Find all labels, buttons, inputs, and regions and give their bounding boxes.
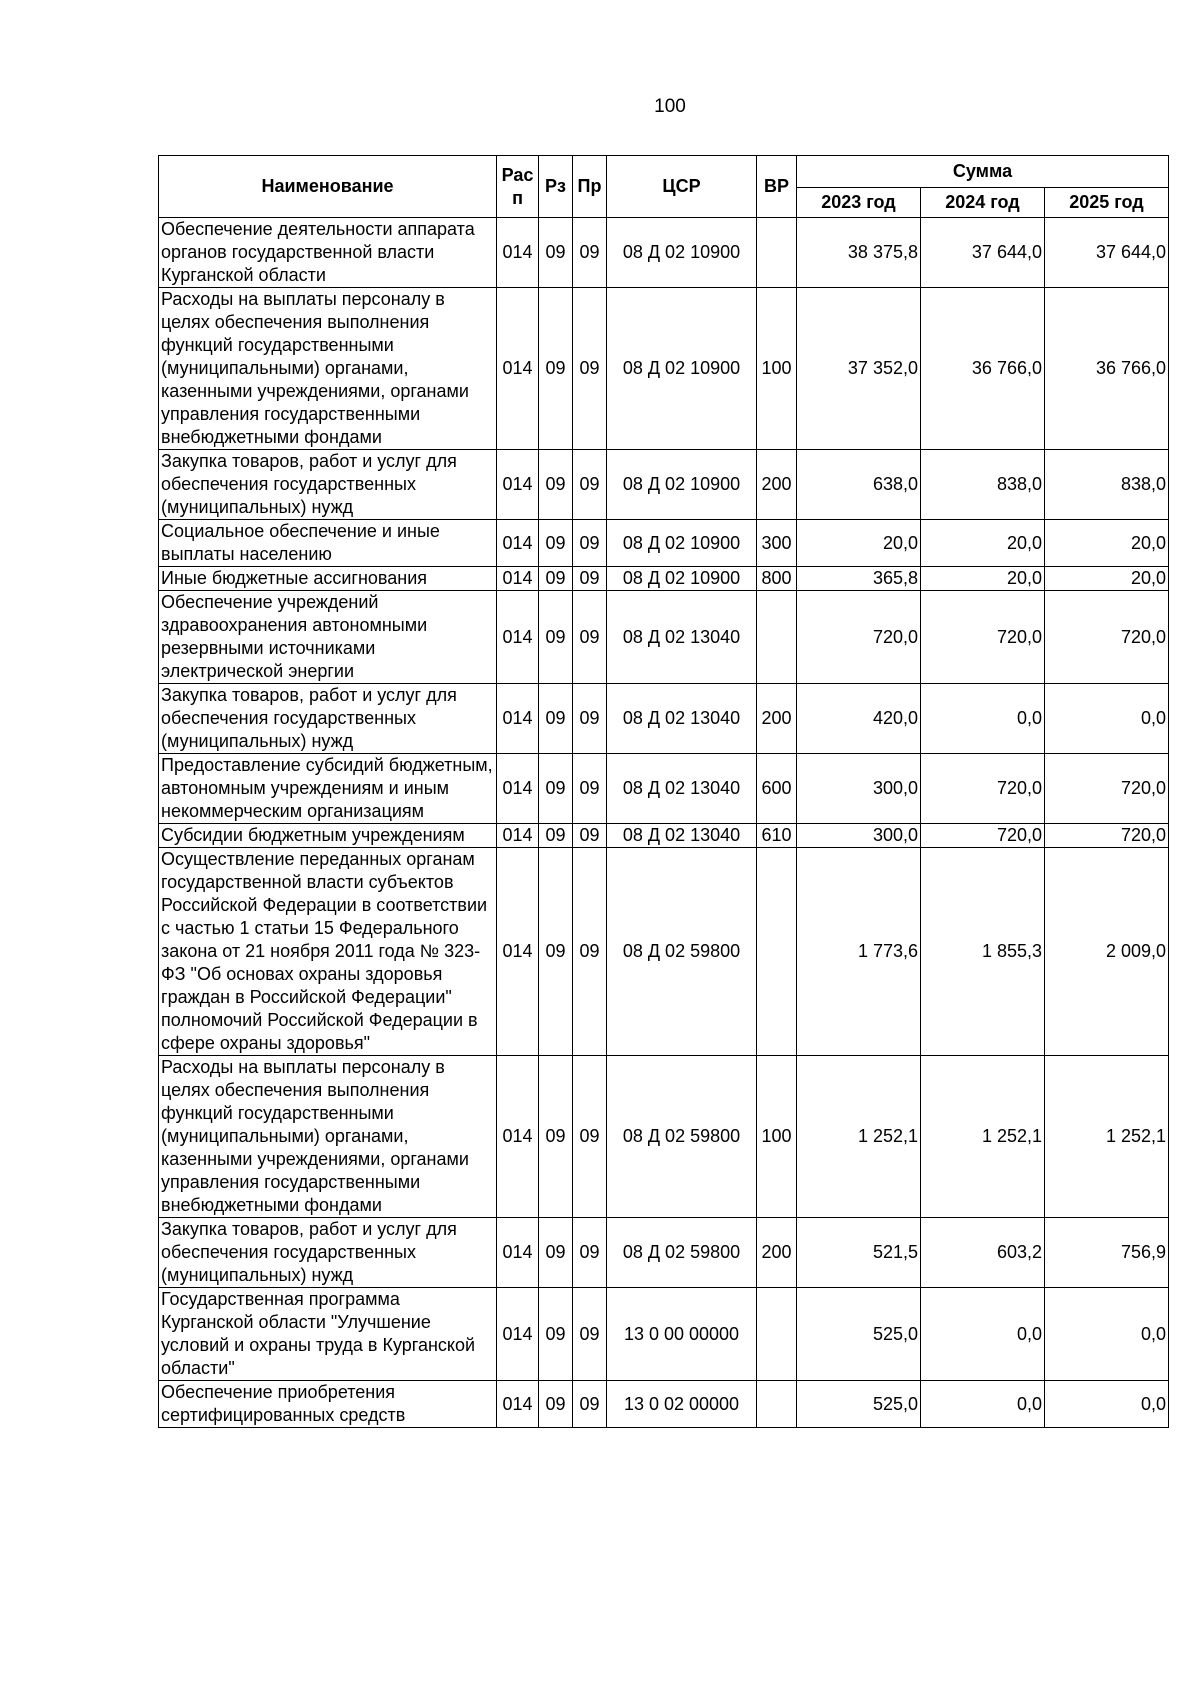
cell-pr: 09 xyxy=(573,450,607,520)
cell-amount-2023: 638,0 xyxy=(797,450,921,520)
cell-rz: 09 xyxy=(539,1288,573,1381)
cell-rz: 09 xyxy=(539,684,573,754)
cell-pr: 09 xyxy=(573,591,607,684)
cell-csr: 08 Д 02 59800 xyxy=(607,1218,757,1288)
table-row xyxy=(159,1218,1169,1288)
cell-csr: 08 Д 02 59800 xyxy=(607,848,757,1056)
cell-ras: 014 xyxy=(497,1056,539,1218)
cell-ras: 014 xyxy=(497,848,539,1056)
cell-rz: 09 xyxy=(539,450,573,520)
cell-amount-2023: 37 352,0 xyxy=(797,288,921,450)
table-row xyxy=(159,684,1169,754)
cell-amount-2023: 525,0 xyxy=(797,1381,921,1428)
cell-amount-2024: 36 766,0 xyxy=(921,288,1045,450)
cell-amount-2025: 0,0 xyxy=(1045,684,1169,754)
cell-amount-2024: 1 855,3 xyxy=(921,848,1045,1056)
cell-amount-2024: 720,0 xyxy=(921,824,1045,848)
table-row xyxy=(159,591,1169,684)
cell-ras: 014 xyxy=(497,591,539,684)
cell-name: Социальное обеспечение и иные выплаты населению xyxy=(159,520,497,567)
cell-amount-2023: 300,0 xyxy=(797,754,921,824)
cell-ras: 014 xyxy=(497,1381,539,1428)
cell-vr xyxy=(757,1288,797,1381)
cell-vr xyxy=(757,848,797,1056)
header-year-2024: 2024 год xyxy=(921,188,1045,218)
cell-amount-2023: 20,0 xyxy=(797,520,921,567)
cell-amount-2024: 20,0 xyxy=(921,567,1045,591)
cell-amount-2025: 0,0 xyxy=(1045,1381,1169,1428)
cell-rz: 09 xyxy=(539,288,573,450)
cell-amount-2025: 720,0 xyxy=(1045,824,1169,848)
cell-ras: 014 xyxy=(497,824,539,848)
table-row xyxy=(159,1288,1169,1381)
cell-pr: 09 xyxy=(573,1288,607,1381)
cell-amount-2025: 36 766,0 xyxy=(1045,288,1169,450)
cell-name: Расходы на выплаты персоналу в целях обеспечения выполнения функций государственными (муниципальными) органами, казенными учреждениями, органами управления государственными внебюджетными фондами xyxy=(159,1056,497,1218)
cell-amount-2025: 37 644,0 xyxy=(1045,218,1169,288)
table-row xyxy=(159,848,1169,1056)
cell-ras: 014 xyxy=(497,218,539,288)
cell-vr xyxy=(757,591,797,684)
cell-ras: 014 xyxy=(497,567,539,591)
header-name: Наименование xyxy=(159,156,497,218)
cell-pr: 09 xyxy=(573,754,607,824)
cell-pr: 09 xyxy=(573,567,607,591)
cell-amount-2025: 2 009,0 xyxy=(1045,848,1169,1056)
cell-pr: 09 xyxy=(573,288,607,450)
cell-rz: 09 xyxy=(539,754,573,824)
cell-amount-2024: 720,0 xyxy=(921,591,1045,684)
cell-amount-2024: 20,0 xyxy=(921,520,1045,567)
header-sum: Сумма xyxy=(797,156,1169,188)
table-row xyxy=(159,288,1169,450)
table-row xyxy=(159,824,1169,848)
cell-pr: 09 xyxy=(573,824,607,848)
cell-amount-2024: 603,2 xyxy=(921,1218,1045,1288)
cell-ras: 014 xyxy=(497,684,539,754)
cell-rz: 09 xyxy=(539,567,573,591)
header-ras: Рас п xyxy=(497,156,539,218)
table-header xyxy=(159,156,1169,218)
table-row xyxy=(159,218,1169,288)
table-row xyxy=(159,567,1169,591)
table-body xyxy=(159,218,1169,1428)
table-row xyxy=(159,450,1169,520)
cell-name: Закупка товаров, работ и услуг для обеспечения государственных (муниципальных) нужд xyxy=(159,684,497,754)
cell-amount-2023: 525,0 xyxy=(797,1288,921,1381)
cell-amount-2023: 420,0 xyxy=(797,684,921,754)
cell-rz: 09 xyxy=(539,824,573,848)
cell-name: Расходы на выплаты персоналу в целях обеспечения выполнения функций государственными (муниципальными) органами, казенными учреждениями, органами управления государственными внебюджетными фондами xyxy=(159,288,497,450)
cell-pr: 09 xyxy=(573,1056,607,1218)
cell-vr: 300 xyxy=(757,520,797,567)
cell-amount-2024: 37 644,0 xyxy=(921,218,1045,288)
cell-vr: 800 xyxy=(757,567,797,591)
cell-csr: 08 Д 02 13040 xyxy=(607,824,757,848)
cell-rz: 09 xyxy=(539,520,573,567)
table-row xyxy=(159,1056,1169,1218)
cell-amount-2024: 0,0 xyxy=(921,1381,1045,1428)
cell-ras: 014 xyxy=(497,450,539,520)
cell-vr: 600 xyxy=(757,754,797,824)
cell-vr: 100 xyxy=(757,1056,797,1218)
header-csr: ЦСР xyxy=(607,156,757,218)
table-row xyxy=(159,754,1169,824)
header-rz: Рз xyxy=(539,156,573,218)
cell-amount-2025: 0,0 xyxy=(1045,1288,1169,1381)
cell-vr: 200 xyxy=(757,684,797,754)
cell-name: Обеспечение деятельности аппарата органов государственной власти Курганской области xyxy=(159,218,497,288)
cell-amount-2025: 20,0 xyxy=(1045,567,1169,591)
cell-csr: 08 Д 02 10900 xyxy=(607,520,757,567)
cell-rz: 09 xyxy=(539,591,573,684)
cell-amount-2024: 720,0 xyxy=(921,754,1045,824)
page-number: 100 xyxy=(654,96,686,117)
cell-csr: 08 Д 02 13040 xyxy=(607,591,757,684)
cell-csr: 08 Д 02 10900 xyxy=(607,288,757,450)
cell-amount-2023: 521,5 xyxy=(797,1218,921,1288)
cell-name: Закупка товаров, работ и услуг для обеспечения государственных (муниципальных) нужд xyxy=(159,450,497,520)
cell-ras: 014 xyxy=(497,520,539,567)
cell-csr: 13 0 00 00000 xyxy=(607,1288,757,1381)
cell-name: Государственная программа Курганской области "Улучшение условий и охраны труда в Курганской области" xyxy=(159,1288,497,1381)
cell-name: Предоставление субсидий бюджетным, автономным учреждениям и иным некоммерческим организациям xyxy=(159,754,497,824)
cell-amount-2024: 1 252,1 xyxy=(921,1056,1045,1218)
cell-amount-2024: 838,0 xyxy=(921,450,1045,520)
cell-name: Иные бюджетные ассигнования xyxy=(159,567,497,591)
cell-name: Обеспечение учреждений здравоохранения автономными резервными источниками электрической энергии xyxy=(159,591,497,684)
cell-amount-2023: 365,8 xyxy=(797,567,921,591)
cell-rz: 09 xyxy=(539,1056,573,1218)
cell-name: Закупка товаров, работ и услуг для обеспечения государственных (муниципальных) нужд xyxy=(159,1218,497,1288)
cell-csr: 08 Д 02 10900 xyxy=(607,218,757,288)
cell-amount-2023: 1 773,6 xyxy=(797,848,921,1056)
budget-table xyxy=(158,155,1169,1428)
cell-name: Субсидии бюджетным учреждениям xyxy=(159,824,497,848)
cell-vr: 200 xyxy=(757,450,797,520)
header-vr: ВР xyxy=(757,156,797,218)
cell-amount-2023: 720,0 xyxy=(797,591,921,684)
header-year-2025: 2025 год xyxy=(1045,188,1169,218)
cell-csr: 08 Д 02 10900 xyxy=(607,450,757,520)
cell-rz: 09 xyxy=(539,1381,573,1428)
cell-amount-2023: 38 375,8 xyxy=(797,218,921,288)
cell-amount-2025: 1 252,1 xyxy=(1045,1056,1169,1218)
cell-csr: 13 0 02 00000 xyxy=(607,1381,757,1428)
cell-amount-2025: 720,0 xyxy=(1045,754,1169,824)
cell-vr xyxy=(757,1381,797,1428)
cell-pr: 09 xyxy=(573,218,607,288)
cell-pr: 09 xyxy=(573,520,607,567)
cell-ras: 014 xyxy=(497,1288,539,1381)
cell-name: Осуществление переданных органам государственной власти субъектов Российской Федерации в соответствии с частью 1 статьи 15 Федерального закона от 21 ноября 2011 года № 323-ФЗ "Об основах охраны здоровья граждан в Российской Федерации" полномочий Российской Федерации в сфере охраны здоровья" xyxy=(159,848,497,1056)
cell-amount-2023: 1 252,1 xyxy=(797,1056,921,1218)
cell-ras: 014 xyxy=(497,754,539,824)
header-year-2023: 2023 год xyxy=(797,188,921,218)
cell-vr: 610 xyxy=(757,824,797,848)
cell-vr: 100 xyxy=(757,288,797,450)
cell-pr: 09 xyxy=(573,1381,607,1428)
cell-csr: 08 Д 02 59800 xyxy=(607,1056,757,1218)
cell-csr: 08 Д 02 13040 xyxy=(607,754,757,824)
cell-amount-2023: 300,0 xyxy=(797,824,921,848)
cell-vr xyxy=(757,218,797,288)
cell-vr: 200 xyxy=(757,1218,797,1288)
cell-rz: 09 xyxy=(539,1218,573,1288)
cell-pr: 09 xyxy=(573,684,607,754)
cell-amount-2024: 0,0 xyxy=(921,1288,1045,1381)
cell-ras: 014 xyxy=(497,1218,539,1288)
cell-amount-2025: 838,0 xyxy=(1045,450,1169,520)
cell-ras: 014 xyxy=(497,288,539,450)
cell-rz: 09 xyxy=(539,218,573,288)
cell-amount-2025: 720,0 xyxy=(1045,591,1169,684)
table-row xyxy=(159,520,1169,567)
header-pr: Пр xyxy=(573,156,607,218)
cell-rz: 09 xyxy=(539,848,573,1056)
cell-amount-2025: 20,0 xyxy=(1045,520,1169,567)
cell-csr: 08 Д 02 13040 xyxy=(607,684,757,754)
cell-pr: 09 xyxy=(573,1218,607,1288)
cell-name: Обеспечение приобретения сертифицированных средств xyxy=(159,1381,497,1428)
cell-pr: 09 xyxy=(573,848,607,1056)
cell-amount-2024: 0,0 xyxy=(921,684,1045,754)
table-row xyxy=(159,1381,1169,1428)
cell-csr: 08 Д 02 10900 xyxy=(607,567,757,591)
cell-amount-2025: 756,9 xyxy=(1045,1218,1169,1288)
